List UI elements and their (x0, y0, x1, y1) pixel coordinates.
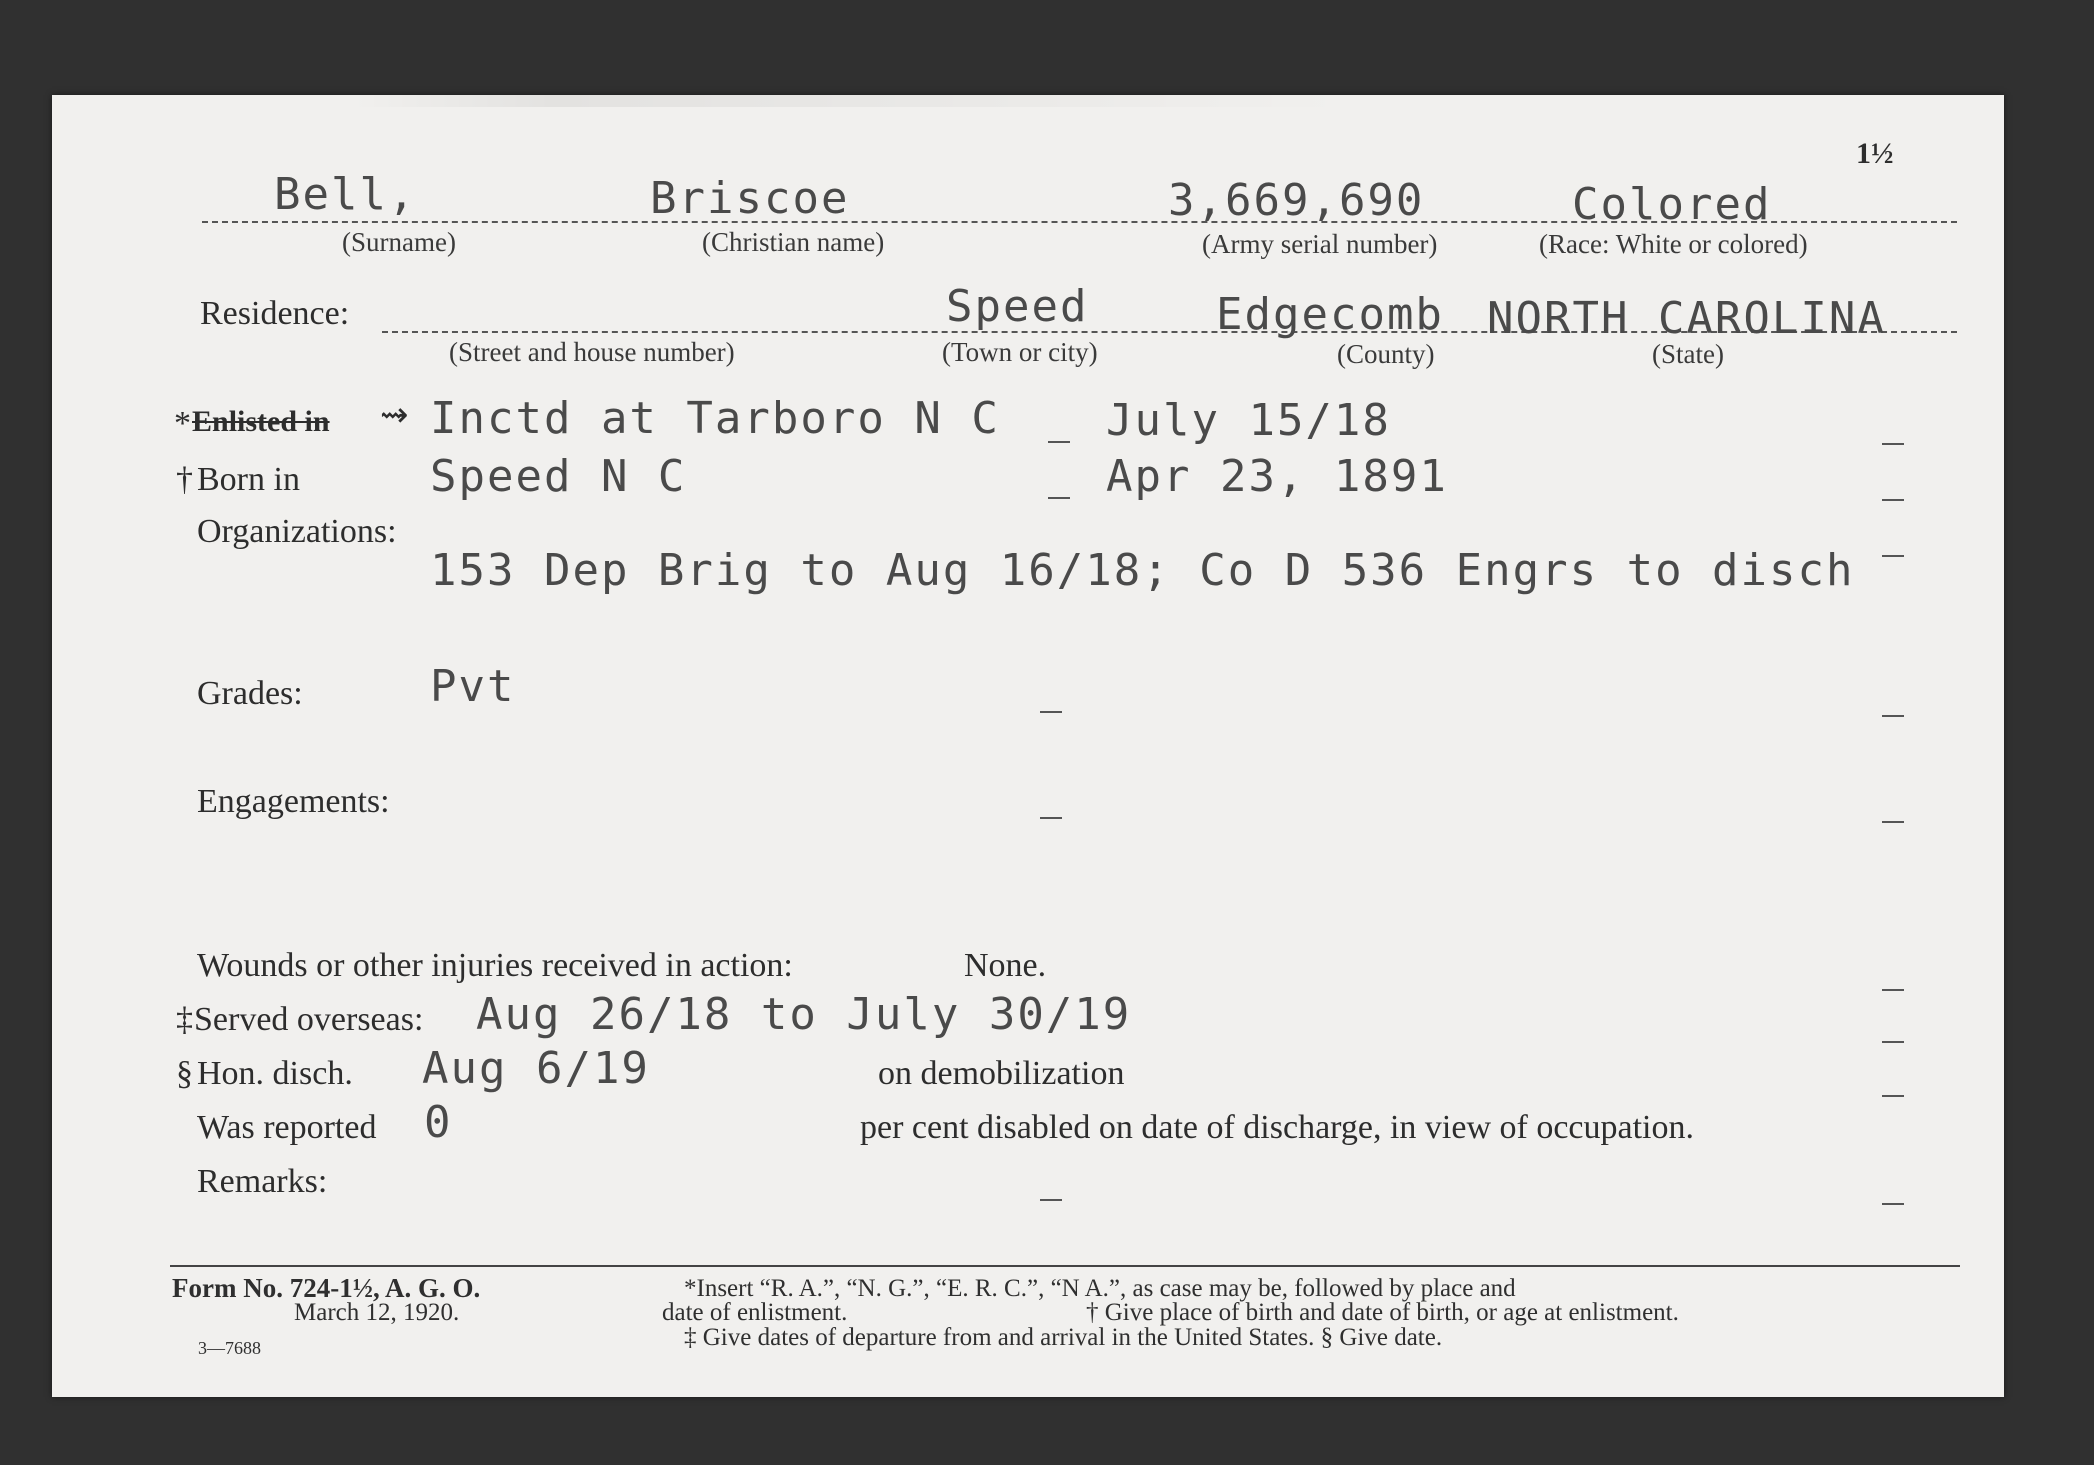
serial-number-value: 3,669,690 (1168, 175, 1425, 226)
bleed-through-mark (352, 95, 1352, 107)
service-record-card (52, 95, 2004, 1397)
footnote-insert: *Insert “R. A.”, “N. G.”, “E. R. C.”, “N A.”, as case may be, followed by place and (684, 1275, 1516, 1302)
engagements-label: Engagements: (197, 783, 390, 820)
overseas-value: Aug 26/18 to July 30/19 (476, 989, 1132, 1040)
born-label: Born in (197, 461, 300, 498)
remarks-end-dash (1882, 1203, 1904, 1205)
engagements-end-dash (1882, 821, 1904, 823)
christian-name-caption: (Christian name) (702, 227, 885, 257)
town-caption: (Town or city) (942, 337, 1098, 367)
born-dash (1048, 497, 1070, 499)
christian-name-value: Briscoe (650, 173, 850, 224)
county-caption: (County) (1337, 339, 1435, 369)
wounds-label: Wounds or other injuries received in action: (197, 947, 793, 984)
discharge-label: Hon. disch. (197, 1055, 353, 1092)
print-code: 3—7688 (198, 1338, 261, 1358)
surname-caption: (Surname) (342, 227, 456, 257)
race-value: Colored (1572, 179, 1772, 230)
reported-text: per cent disabled on date of discharge, in view of occupation. (860, 1109, 1694, 1146)
wounds-value: None. (964, 947, 1047, 984)
enlisted-arrow: ⇝ (380, 397, 409, 434)
residence-state: NORTH CAROLINA (1487, 293, 1886, 344)
card-number: 1½ (1856, 137, 1894, 170)
reported-label: Was reported (197, 1109, 377, 1146)
footnote-enlistment: date of enlistment. (662, 1299, 848, 1326)
organizations-label: Organizations: (197, 513, 397, 550)
enlisted-place: Inctd at Tarboro N C (430, 393, 1000, 444)
street-caption: (Street and house number) (449, 337, 735, 367)
remarks-label: Remarks: (197, 1163, 328, 1200)
residence-town: Speed (946, 281, 1089, 332)
born-place: Speed N C (430, 451, 687, 502)
form-number: Form No. 724-1½, A. G. O. (172, 1273, 481, 1303)
discharge-marker: § (176, 1055, 193, 1092)
discharge-date: Aug 6/19 (422, 1043, 650, 1094)
surname-value: Bell, (274, 169, 417, 220)
race-caption: (Race: White or colored) (1539, 229, 1808, 259)
footnote-dates: ‡ Give dates of departure from and arrival in the United States. § Give date. (684, 1324, 1443, 1351)
enlisted-date: July 15/18 (1106, 395, 1391, 446)
discharge-note: on demobilization (878, 1055, 1125, 1092)
footnote-birth: † Give place of birth and date of birth, or age at enlistment. (1086, 1299, 1679, 1326)
enlisted-marker: * (174, 405, 191, 442)
overseas-end-dash (1882, 1041, 1904, 1043)
organizations-value: 153 Dep Brig to Aug 16/18; Co D 536 Engrs to disch (430, 545, 1855, 596)
discharge-end-dash (1882, 1095, 1904, 1097)
wounds-end-dash (1882, 989, 1904, 991)
grades-label: Grades: (197, 675, 303, 712)
residence-label: Residence: (200, 295, 350, 332)
enlisted-label: Enlisted in (192, 405, 330, 438)
footer-rule (170, 1265, 1960, 1267)
overseas-label: Served overseas: (194, 1001, 424, 1038)
born-end-dash (1882, 499, 1904, 501)
grades-value: Pvt (430, 661, 516, 712)
reported-value: 0 (424, 1097, 453, 1148)
enlisted-dash (1048, 441, 1070, 443)
engagements-dash (1040, 817, 1062, 819)
born-date: Apr 23, 1891 (1106, 451, 1448, 502)
grades-end-dash (1882, 715, 1904, 717)
organizations-end-dash (1882, 555, 1904, 557)
form-date: March 12, 1920. (294, 1299, 460, 1326)
born-marker: † (176, 461, 193, 498)
grades-dash (1040, 711, 1062, 713)
state-caption: (State) (1652, 339, 1724, 369)
overseas-marker: ‡ (176, 1001, 193, 1038)
serial-caption: (Army serial number) (1202, 229, 1438, 259)
residence-county: Edgecomb (1216, 289, 1444, 340)
enlisted-end-dash (1882, 443, 1904, 445)
remarks-dash (1040, 1199, 1062, 1201)
header-dotted-line (202, 221, 1957, 223)
